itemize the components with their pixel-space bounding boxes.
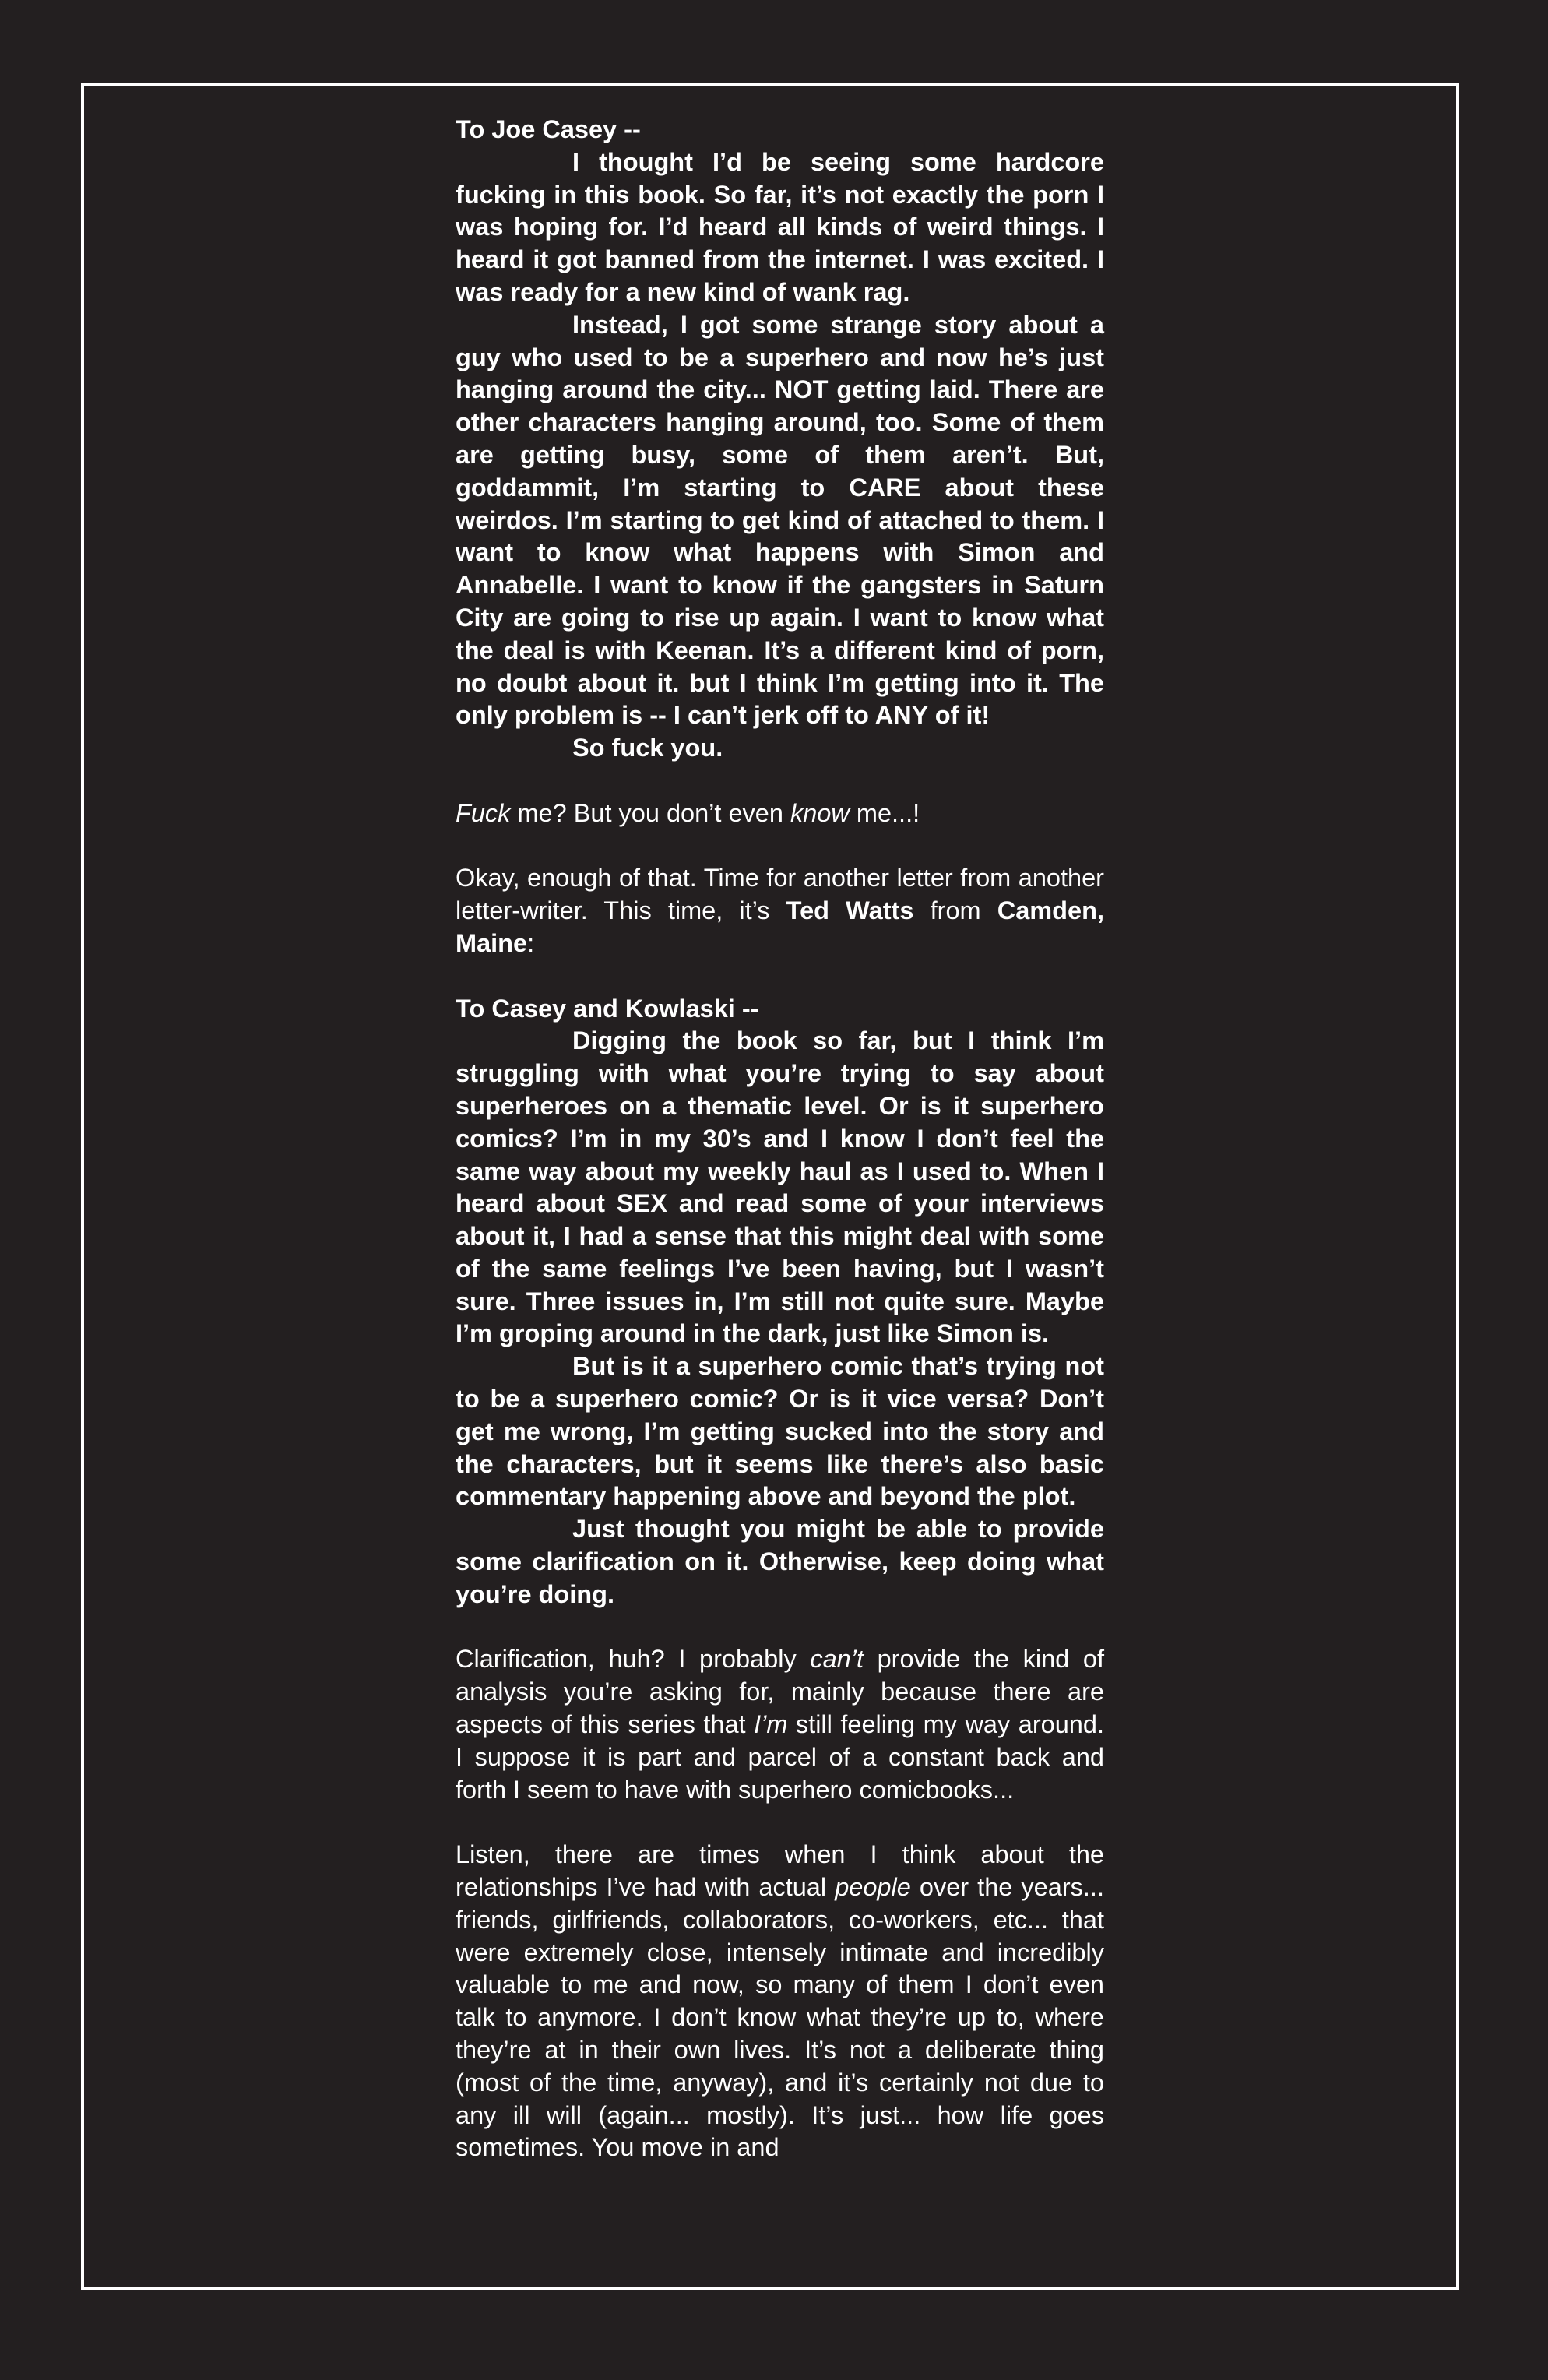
emphasis: know (790, 798, 850, 827)
paragraph-gap (456, 1611, 1104, 1644)
letter-salutation: To Casey and Kowlaski -- (456, 994, 759, 1023)
reply-text: still feeling my way around. I suppose it is part and parcel of a constant back and forth I seem to have with superhero comicbooks... (456, 1710, 1104, 1804)
reply-paragraph (456, 1839, 1104, 2164)
reply-listen (456, 1839, 1104, 2164)
paragraph-gap (456, 830, 1104, 863)
letter-ted-watts (456, 993, 1104, 1611)
reply-text: Clarification, huh? I probably (456, 1645, 811, 1674)
emphasis: Fuck (456, 798, 511, 827)
letter-paragraph: Just thought you might be able to provide some clarification on it. Otherwise, keep doing what you’re doing. (456, 1515, 1104, 1608)
reply-text: Listen, there are times when I think about the relationships I’ve had with actual (456, 1840, 1104, 1902)
reply-text: Okay, enough of that. Time for another letter from another letter-writer. This time, it’s (456, 864, 1104, 925)
reply-text: from (913, 896, 997, 925)
paragraph-gap (456, 765, 1104, 797)
emphasis: can’t (810, 1645, 864, 1674)
paragraph-gap (456, 1806, 1104, 1839)
paragraph-gap (456, 960, 1104, 993)
writer-location: Camden, Maine (456, 896, 1104, 957)
reply-paragraph (456, 1643, 1104, 1806)
letter-signoff: So fuck you. (572, 734, 723, 762)
writer-name: Ted Watts (786, 896, 914, 925)
reply-paragraph (456, 862, 1104, 959)
reply-text: me? But you don’t even (510, 798, 790, 827)
intro-next-letter (456, 862, 1104, 959)
letters-column (456, 114, 1104, 2164)
reply-fuck-me (456, 797, 1104, 830)
emphasis: people (835, 1873, 911, 1902)
reply-text: over the years... friends, girlfriends, collaborators, co-workers, etc... that were extremely close, intensely intimate and incredibly valuable to me and now, so many of them I don’t even talk to anymore. I don’t know what they’re up to, where they’re at in their own lives. It’s not a deliberate thing (most of the time, anyway), and it’s certainly not due to any ill will (again... mostly). It’s just... how life goes sometimes. You move in and (456, 1873, 1104, 2162)
letter-joe-casey (456, 114, 1104, 765)
emphasis: I’m (754, 1710, 788, 1739)
reply-paragraph (456, 797, 1104, 830)
letter-paragraph: Instead, I got some strange story about a guy who used to be a superhero and now he’s just hanging around the city... NOT getting laid. There are other characters hanging around, too. Some of them are getting busy, some of them aren’t. But, goddammit, I’m starting to CARE about these weirdos. I’m starting to get kind of attached to them. I want to know what happens with Simon and Annabelle. I want to know if the gangsters in Saturn City are going to rise up again. I want to know what the deal is with Keenan. It’s a different kind of porn, no doubt about it. but I think I’m getting into it. The only problem is -- I can’t jerk off to ANY of it! (456, 310, 1104, 730)
letter-paragraph: But is it a superhero comic that’s trying not to be a superhero comic? Or is it vice versa? Don’t get me wrong, I’m getting sucked into the story and the characters, but it seems like there’s also basic commentary happening above and beyond the plot. (456, 1352, 1104, 1511)
letter-paragraph: I thought I’d be seeing some hardcore fucking in this book. So far, it’s not exactly the porn I was hoping for. I’d heard all kinds of weird things. I heard it got banned from the internet. I was excited. I was ready for a new kind of wank rag. (456, 147, 1104, 306)
reply-text: provide the kind of analysis you’re asking for, mainly because there are aspects of this series that (456, 1645, 1104, 1739)
reply-text: : (527, 928, 535, 957)
reply-clarification (456, 1643, 1104, 1806)
letter-paragraph: Digging the book so far, but I think I’m struggling with what you’re trying to say about superheroes on a thematic level. Or is it superhero comics? I’m in my 30’s and I know I don’t feel the same way about my weekly haul as I used to. When I heard about SEX and read some of your interviews about it, I had a sense that this might deal with some of the same feelings I’ve been having, but I wasn’t sure. Three issues in, I’m still not quite sure. Maybe I’m groping around in the dark, just like Simon is. (456, 1026, 1104, 1348)
letter-salutation: To Joe Casey -- (456, 115, 641, 143)
reply-text: me...! (849, 798, 920, 827)
